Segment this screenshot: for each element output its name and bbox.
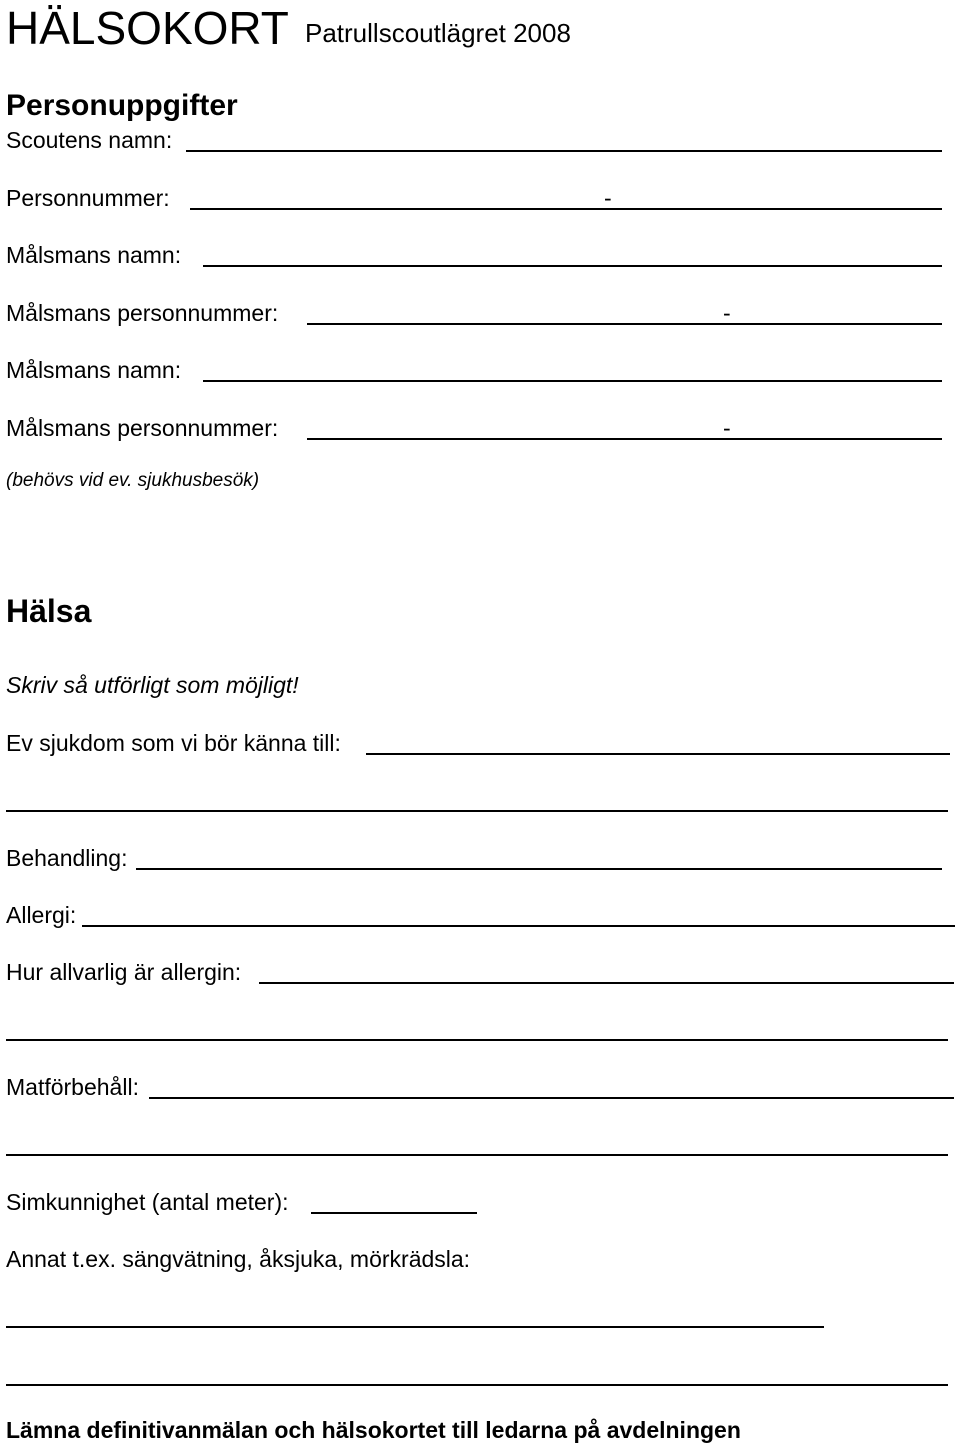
other-label: Annat t.ex. sängvätning, åksjuka, mörkrädsla: — [6, 1246, 471, 1272]
swimming-label: Simkunnighet (antal meter): — [6, 1189, 289, 1215]
other-field-line-1[interactable] — [6, 1326, 824, 1328]
food-restrictions-field-line-2[interactable] — [6, 1154, 948, 1156]
health-instruction: Skriv så utförligt som möjligt! — [6, 672, 299, 698]
personnummer-dash: - — [604, 185, 612, 211]
section-heading-personal: Personuppgifter — [6, 89, 238, 122]
food-restrictions-field[interactable] — [149, 1097, 954, 1099]
footer-note: Lämna definitivanmälan och hälsokortet till ledarna på avdelningen — [6, 1417, 741, 1443]
guardian1-pnr-field[interactable] — [307, 323, 942, 325]
allergy-severity-field-line-2[interactable] — [6, 1039, 948, 1041]
allergy-label: Allergi: — [6, 902, 77, 928]
treatment-field[interactable] — [136, 868, 942, 870]
swimming-field[interactable] — [311, 1212, 477, 1214]
hospital-note: (behövs vid ev. sjukhusbesök) — [6, 470, 260, 491]
illness-label: Ev sjukdom som vi bör känna till: — [6, 730, 341, 756]
section-heading-health: Hälsa — [6, 593, 92, 629]
allergy-severity-field[interactable] — [259, 982, 954, 984]
guardian2-pnr-dash: - — [723, 415, 731, 441]
treatment-label: Behandling: — [6, 845, 128, 871]
personnummer-label: Personnummer: — [6, 185, 170, 211]
allergy-severity-label: Hur allvarlig är allergin: — [6, 959, 242, 985]
scout-name-field[interactable] — [186, 150, 942, 152]
illness-field[interactable] — [366, 753, 950, 755]
guardian2-name-field[interactable] — [203, 380, 942, 382]
food-restrictions-label: Matförbehåll: — [6, 1074, 139, 1100]
guardian1-pnr-label: Målsmans personnummer: — [6, 300, 279, 326]
illness-field-line-2[interactable] — [6, 810, 948, 812]
page-title: HÄLSOKORT — [6, 2, 289, 54]
page-subtitle: Patrullscoutlägret 2008 — [305, 18, 571, 48]
guardian1-name-field[interactable] — [203, 265, 942, 267]
guardian1-name-label: Målsmans namn: — [6, 242, 182, 268]
other-field-line-2[interactable] — [6, 1384, 948, 1386]
guardian1-pnr-dash: - — [723, 300, 731, 326]
personnummer-field[interactable] — [190, 208, 942, 210]
allergy-field[interactable] — [82, 925, 955, 927]
scout-name-label: Scoutens namn: — [6, 127, 173, 153]
guardian2-name-label: Målsmans namn: — [6, 357, 182, 383]
guardian2-pnr-label: Målsmans personnummer: — [6, 415, 279, 441]
guardian2-pnr-field[interactable] — [307, 438, 942, 440]
